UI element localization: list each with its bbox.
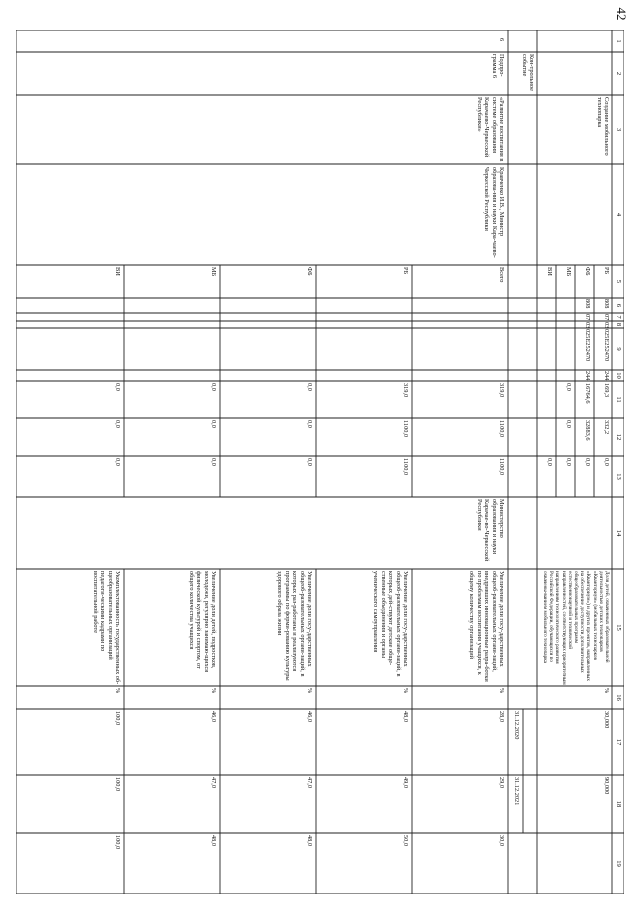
control-date-2020: 31.12.2020 [513, 711, 520, 740]
row6-fb-y2: 0,0 [306, 420, 313, 428]
mobile-rb-rz: 07 [603, 314, 610, 321]
mobile-mb-y1: 0,0 [565, 383, 572, 391]
row6-total-y1: 319,0 [498, 383, 505, 398]
indicator-3-2022: 48,0 [306, 835, 313, 847]
indicator-2-unit: % [402, 688, 409, 694]
row6-source-rb: РБ [402, 267, 409, 275]
row6-ministry: Министерство образования и науки Карачае-во-Черкесской Республики [475, 499, 505, 562]
row6-mb-y2: 0,0 [210, 420, 217, 428]
indicator-5-2021: 100,0 [114, 777, 121, 792]
row6-number: 6 [498, 38, 505, 42]
col-number-5: 5 [615, 279, 622, 284]
mobile-source-vi: ВИ [546, 267, 553, 276]
col-number-12: 12 [615, 433, 622, 441]
col-number-14: 14 [615, 529, 622, 537]
row6-fb-y1: 0,0 [306, 383, 313, 391]
col-number-2: 2 [615, 71, 622, 76]
row6-responsible: Кравченко И.В., Министр образова-ния и науки Кара-чаево-Черкесской Республики [483, 167, 505, 258]
indicator-2-text: Увеличение доли госу-дарственных общеоб-разовательных органи-заций, в которых дей-ствуют детские обще-ственные объединения и органы ученического самоуправления [372, 571, 409, 677]
row6-source-fb: ФБ [306, 267, 313, 276]
mobile-rb-grbs: 808 [603, 299, 610, 309]
row6-mb-y3: 0,0 [210, 458, 217, 466]
mobile-rb-y2: 332,2 [603, 420, 610, 435]
col-number-11: 11 [615, 396, 622, 403]
page-number: 42 [614, 7, 629, 21]
mobile-mb-y3: 0,0 [565, 458, 572, 466]
indicator-1-2020: 28,0 [498, 711, 505, 723]
indicator-5-2020: 100,0 [114, 711, 121, 726]
indicator-2-2021: 49,0 [402, 777, 409, 789]
row6-mb-y1: 0,0 [210, 383, 217, 391]
indicator-1-2021: 29,0 [498, 777, 505, 789]
mobile-mb-y2: 0,0 [565, 420, 572, 428]
mobile-rb-y3: 0,0 [603, 458, 610, 466]
mobile-source-mb: МБ [565, 267, 572, 277]
indicator-5-unit: % [114, 688, 121, 694]
indicator-5-2022: 100,0 [114, 835, 121, 850]
row6-subprogram-title: «Развитие воспитания в системе образования Карачаево-Черкесской Республики» [475, 97, 505, 162]
indicator-3-2021: 47,0 [306, 777, 313, 789]
col-number-9: 9 [615, 347, 622, 351]
mobile-source-fb: ФБ [584, 267, 591, 276]
control-event-label: Кон-трольное событие [520, 54, 535, 91]
mobile-fb-y2: 32883,6 [584, 420, 591, 441]
indicator-1-text: Увеличение доли госу-дарственных общеоб-разовательных органи-заций, внедривших инновационные разра-ботки по проблемам воспитания учащихся, к общему количеству организаций [468, 571, 505, 682]
row6-total-y2: 1100,0 [498, 420, 505, 438]
row6-source-mb: МБ [210, 267, 217, 277]
mobile-fb-grbs: 808 [584, 299, 591, 309]
mobile-rb-pr: 03 [603, 322, 610, 328]
mobile-technopark-label: Создание мобильного технопарка [595, 97, 610, 156]
col-number-10: 10 [615, 372, 622, 379]
col-number-3: 3 [615, 127, 622, 132]
mobile-rb-csr: 025Е252470 [603, 329, 610, 362]
indicator-2-2020: 48,0 [402, 711, 409, 723]
col-number-13: 13 [615, 473, 622, 480]
mobile-vi-y3: 0,0 [546, 458, 553, 466]
indicator-5-text: Укомплектованность государственных об-щеобразовательных организаций педагоги-ческими кадрами по воспитательной работе [91, 571, 121, 685]
row6-vi-y3: 0,0 [114, 458, 121, 466]
row6-total-y3: 1100,0 [498, 458, 505, 476]
indicator-3-unit: % [306, 688, 313, 694]
col-number-15: 15 [615, 624, 622, 631]
mobile-fb-rz: 07 [584, 314, 591, 321]
mobile-fb-y1: 16764,6 [584, 383, 591, 404]
landscape-table-sheet [16, 30, 624, 894]
indicator-1-unit: % [498, 688, 505, 694]
row6-rb-y1: 319,0 [402, 383, 409, 398]
row6-source-total: Всего [498, 267, 505, 283]
row6-rb-y3: 1100,0 [402, 458, 409, 476]
mobile-fb-pr: 03 [584, 322, 591, 328]
row6-rb-y2: 1100,0 [402, 420, 409, 438]
mobile-fb-vr: 244 [584, 371, 591, 381]
mobile-target-2021: 90,000 [603, 777, 610, 795]
mobile-fb-y3: 0,0 [584, 458, 591, 466]
indicator-4-2020: 46,0 [210, 711, 217, 723]
indicator-4-text: Увеличение доли детей, подростков, молодежи, регулярно занимаю-щихся физической культурой и спортом, от общего количества учащихся [187, 571, 217, 673]
row6-vi-y2: 0,0 [114, 420, 121, 428]
col-number-1: 1 [615, 39, 622, 43]
mobile-indicator-text: Доля детей, охваченных образовательной деятельностью детских технопарков «Кванториум» (мобильных технопарков «Кванториум») и других проектов, направленных на обеспечение доступности дополнительных общеобразовательных программ естественнонаучной и технической направленностей, соответствующих приоритетным направлениям технологического развития Российской Федерации, обучающихся по охвачены-ванием мобильного технопарка [541, 571, 610, 685]
mobile-unit: % [603, 688, 610, 694]
col-number-16: 16 [615, 694, 622, 701]
col-number-18: 18 [615, 800, 622, 808]
col-number-17: 17 [615, 738, 622, 746]
indicator-4-unit: % [210, 688, 217, 694]
indicator-2-2022: 50,0 [402, 835, 409, 847]
row6-source-vi: ВИ [114, 267, 121, 276]
row6-vi-y1: 0,0 [114, 383, 121, 391]
indicator-1-2022: 30,0 [498, 835, 505, 847]
program-table [16, 30, 624, 894]
indicator-3-2020: 46,0 [306, 711, 313, 723]
col-number-8: 8 [615, 322, 622, 327]
indicator-3-text: Увеличение доли госу-дарственных общеоб-разовательных органи-заций, в которых раз-работаны и реализуются программы по форми-рованию культуры здорового образа жизни [276, 571, 313, 681]
row6-subprogram: Подпро-грамма 6 [490, 54, 505, 78]
control-date-2021: 31.12.2021 [513, 777, 520, 806]
col-number-4: 4 [615, 212, 622, 217]
row6-fb-y3: 0,0 [306, 458, 313, 466]
indicator-4-2022: 48,0 [210, 835, 217, 847]
col-number-7: 7 [615, 315, 622, 319]
col-number-6: 6 [615, 303, 622, 308]
col-number-19: 19 [615, 860, 622, 867]
mobile-fb-csr: 025Е252470 [584, 329, 591, 362]
table-grid [16, 30, 624, 894]
mobile-rb-vr: 244 [603, 371, 610, 381]
mobile-source-rb: РБ [603, 267, 610, 275]
mobile-target-2020: 30,000 [603, 711, 610, 729]
mobile-rb-y1: 169,3 [603, 383, 610, 398]
indicator-4-2021: 47,0 [210, 777, 217, 789]
